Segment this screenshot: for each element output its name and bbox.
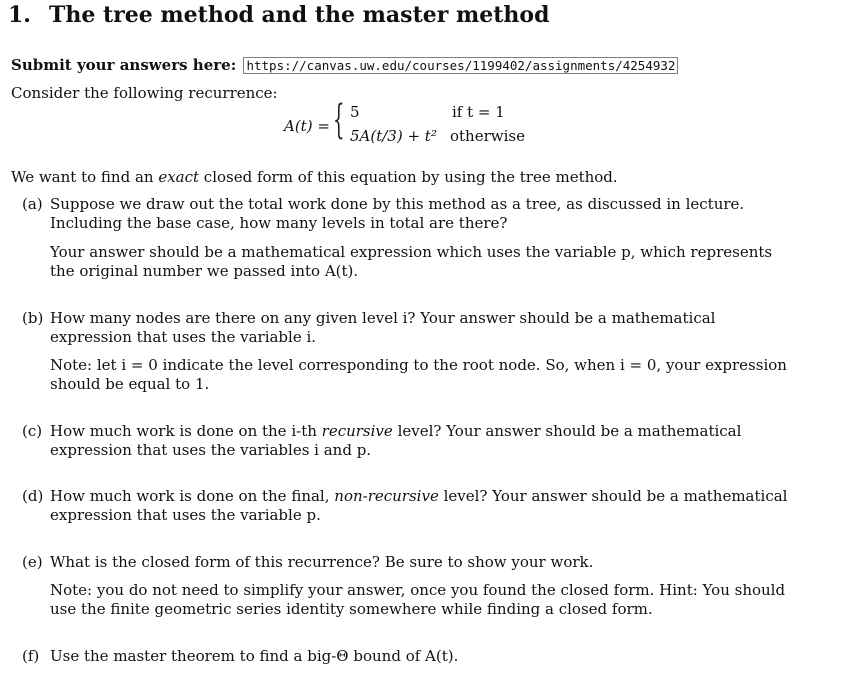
- item-c-before: How much work is done on the i-th: [50, 422, 322, 440]
- submission-url-link[interactable]: https://canvas.uw.edu/courses/1199402/assignments/4254932: [243, 57, 678, 74]
- item-a-question: Suppose we draw out the total work done by this method as a tree, as discussed in lecture. Including the base case, how many levels in total are there?: [50, 195, 745, 232]
- item-d-label: (d): [22, 487, 44, 505]
- item-c-question: [50, 422, 800, 460]
- recurrence-case1-cond: if t = 1: [452, 103, 505, 121]
- item-c-label: (c): [22, 422, 43, 440]
- item-d-before: How much work is done on the final,: [50, 487, 335, 505]
- item-d-emph: non-recursive: [334, 487, 439, 505]
- section-title: [8, 2, 549, 28]
- section-number: 1.: [8, 2, 31, 28]
- recurrence-case1-expr: 5: [350, 103, 360, 121]
- recurrence-case2-cond: otherwise: [450, 127, 525, 145]
- item-e-label: (e): [22, 553, 43, 571]
- item-e-question: What is the closed form of this recurrence? Be sure to show your work.: [50, 553, 594, 571]
- submit-line: [11, 56, 678, 75]
- item-c-after: level? Your answer should be a mathematical expression that uses the variables i and p.: [50, 422, 742, 459]
- item-a-note: Your answer should be a mathematical expression which uses the variable p, which represents the original number we passed into A(t).: [50, 243, 773, 280]
- item-d-after: level? Your answer should be a mathematical expression that uses the variable p.: [50, 487, 788, 524]
- item-b-label: (b): [22, 309, 44, 327]
- recurrence-lhs: A(t) =: [284, 117, 330, 135]
- intro-after: closed form of this equation by using the tree method.: [199, 168, 618, 186]
- item-e-note: Note: you do not need to simplify your answer, once you found the closed form. Hint: You should use the finite geometric series identity somewhere while finding a closed form.: [50, 581, 786, 618]
- intro-before: We want to find an: [11, 168, 159, 186]
- item-f-label: (f): [22, 647, 40, 665]
- consider-text: Consider the following recurrence:: [11, 84, 278, 102]
- item-c-emph: recursive: [321, 422, 393, 440]
- item-b-note: Note: let i = 0 indicate the level corresponding to the root node. So, when i = 0, your expression should be equal to 1.: [50, 356, 787, 393]
- item-b-question: How many nodes are there on any given level i? Your answer should be a mathematical expression that uses the variable i.: [50, 309, 716, 346]
- left-brace-icon: {: [333, 97, 345, 143]
- intro-emph: exact: [158, 168, 200, 186]
- recurrence-case2-expr: 5A(t/3) + t²: [350, 127, 437, 145]
- submit-label: Submit your answers here:: [11, 56, 237, 74]
- item-a-label: (a): [22, 195, 43, 213]
- item-d-question: [50, 487, 800, 525]
- section-title-text: The tree method and the master method: [48, 2, 550, 28]
- intro-text: [11, 168, 618, 186]
- item-f-question: Use the master theorem to find a big-Θ bound of A(t).: [50, 647, 459, 665]
